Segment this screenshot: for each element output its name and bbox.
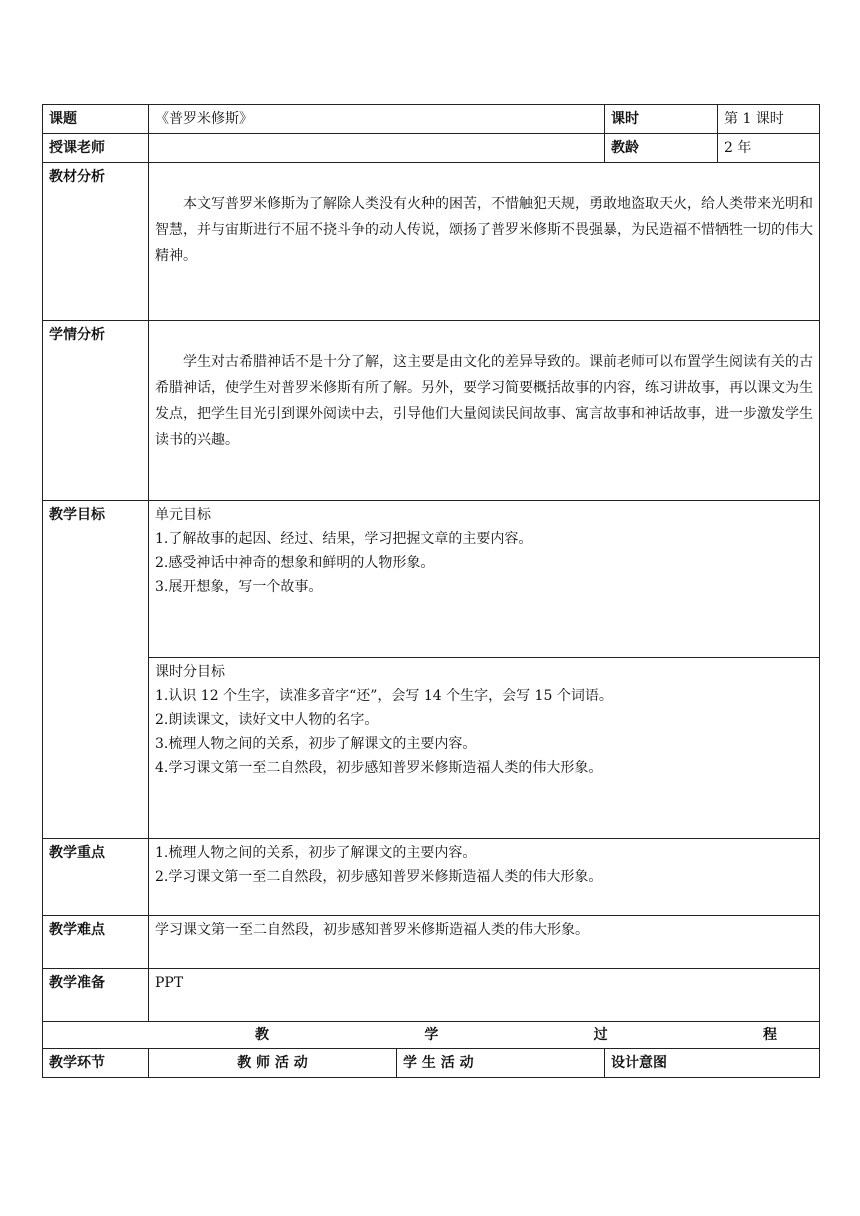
- difficulty-text: 学习课文第一至二自然段，初步感知普罗米修斯造福人类的伟大形象。: [149, 916, 820, 969]
- material-text: 本文写普罗米修斯为了解除人类没有火种的困苦，不惜触犯天规，勇敢地盗取天火，给人类带来光明和智慧，并与宙斯进行不屈不挠斗争的动人传说，颂扬了普罗米修斯不畏强暴，为民造福不惜牺牲一切的伟大精神。: [155, 196, 813, 264]
- students-label: 学情分析: [43, 321, 149, 501]
- col-design-intent: 设计意图: [605, 1049, 820, 1078]
- topic-label: 课题: [43, 105, 149, 134]
- row-goals-lesson: [43, 658, 820, 839]
- key-point-item: 1.梳理人物之间的关系，初步了解课文的主要内容。: [155, 845, 477, 861]
- process-char: 程: [762, 1027, 777, 1043]
- row-columns: [43, 1049, 820, 1078]
- students-text: 学生对古希腊神话不是十分了解，这主要是由文化的差异导致的。课前老师可以布置学生阅读有关的古希腊神话，使学生对普罗米修斯有所了解。另外，要学习简要概括故事的内容，练习讲故事，再以课文为生发点，把学生目光引到课外阅读中去，引导他们大量阅读民间故事、寓言故事和神话故事，进一步激发学生读书的兴趣。: [155, 354, 813, 448]
- lesson-goal-item: 4.学习课文第一至二自然段，初步感知普罗米修斯造福人类的伟大形象。: [155, 760, 603, 776]
- process-char: 学: [424, 1027, 439, 1043]
- lesson-goal-item: 1.认识 12 个生字，读准多音字“还”，会写 14 个生字，会写 15 个词语。: [155, 688, 613, 704]
- row-material: [43, 163, 820, 321]
- period-label: 课时: [605, 105, 718, 134]
- prep-label: 教学准备: [43, 969, 149, 1022]
- process-char: 教: [255, 1027, 269, 1043]
- process-heading: [43, 1023, 819, 1047]
- teacher-label: 授课老师: [43, 134, 149, 163]
- unit-goal-item: 2.感受神话中神奇的想象和鲜明的人物形象。: [155, 555, 435, 571]
- lesson-goal-item: 2.朗读课文，读好文中人物的名字。: [155, 712, 379, 728]
- col-teacher-activity: 教 师 活 动: [149, 1049, 397, 1078]
- years-label: 教龄: [605, 134, 718, 163]
- prep-text: PPT: [149, 969, 820, 1022]
- process-char: 过: [593, 1027, 608, 1043]
- unit-goal-item: 3.展开想象，写一个故事。: [155, 579, 323, 595]
- col-student-activity: 学 生 活 动: [397, 1049, 605, 1078]
- lesson-goals-title: 课时分目标: [155, 664, 225, 680]
- key-points-label: 教学重点: [43, 839, 149, 916]
- period-value: 第 1 课时: [718, 105, 820, 134]
- difficulty-label: 教学难点: [43, 916, 149, 969]
- teacher-value: [149, 134, 605, 163]
- row-key-points: [43, 839, 820, 916]
- row-goals-unit: [43, 501, 820, 658]
- years-value: 2 年: [718, 134, 820, 163]
- row-students: [43, 321, 820, 501]
- row-prep: [43, 969, 820, 1022]
- row-teacher: [43, 134, 820, 163]
- lesson-goal-item: 3.梳理人物之间的关系，初步了解课文的主要内容。: [155, 736, 477, 752]
- col-segment: 教学环节: [43, 1049, 149, 1078]
- row-process-heading: [43, 1022, 820, 1049]
- lesson-plan-table: [42, 104, 820, 1078]
- key-point-item: 2.学习课文第一至二自然段，初步感知普罗米修斯造福人类的伟大形象。: [155, 869, 603, 885]
- unit-goal-item: 1.了解故事的起因、经过、结果，学习把握文章的主要内容。: [155, 531, 533, 547]
- goals-label: 教学目标: [43, 501, 149, 839]
- material-label: 教材分析: [43, 163, 149, 321]
- topic-value: 《普罗米修斯》: [149, 105, 605, 134]
- row-difficulty: [43, 916, 820, 969]
- unit-goals-title: 单元目标: [155, 507, 211, 523]
- row-topic: [43, 105, 820, 134]
